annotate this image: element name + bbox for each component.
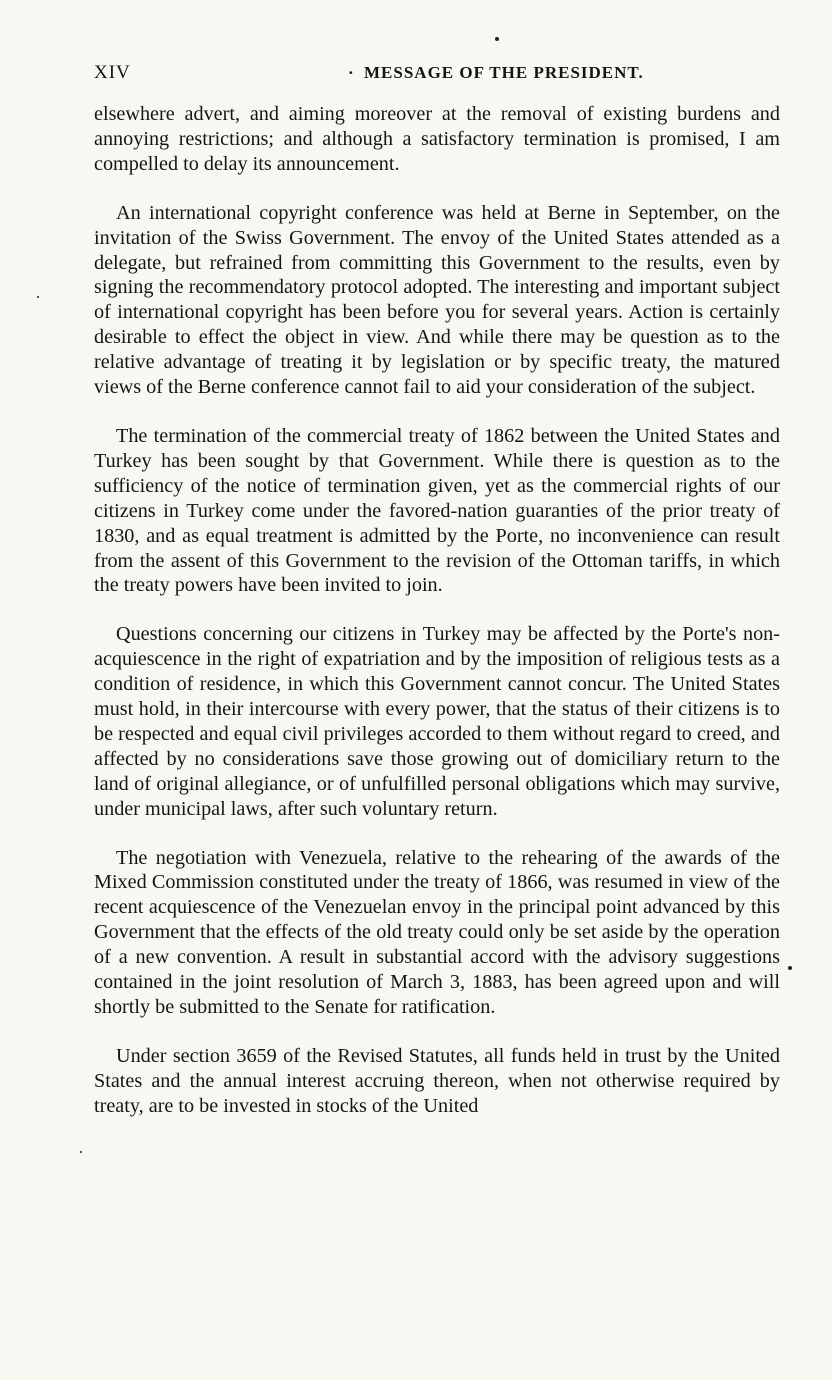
paragraph-venezuela-negotiation: The negotiation with Venezuela, relative to the rehearing of the awards of the Mixed Commission constituted under the treaty of 1866, was resumed in view of the recent acquiescence of the Venezuelan envoy in the principal point advanced by this Government that the effects of the old treaty could only be set aside by the operation of a new convention. A result in substantial accord with the advisory suggestions contained in the joint resolution of March 3, 1883, has been agreed upon and will shortly be submitted to the Senate for ratification. [94,846,780,1018]
page-header [94,62,780,88]
paragraph-trust-funds: Under section 3659 of the Revised Statutes, all funds held in trust by the United States and the annual interest accruing thereon, when not otherwise required by treaty, are to be invested in stocks of the United [94,1044,780,1117]
paragraph-turkey-treaty: The termination of the commercial treaty of 1862 between the United States and Turkey has been sought by that Government. While there is question as to the sufficiency of the notice of termination given, yet as the commercial rights of our citizens in Turkey come under the favored-nation guaranties of the prior treaty of 1830, and as equal treatment is admitted by the Porte, no inconvenience can result from the assent of this Government to the revision of the Ottoman tariffs, in which the treaty powers have been invited to join. [94,424,780,597]
print-speck [788,966,792,970]
body-text [94,102,780,1119]
print-speck [37,296,39,298]
paragraph-copyright-conference: An international copyright conference was held at Berne in September, on the invitation of the Swiss Government. The envoy of the United States attended as a delegate, but refrained from committing this Government to the results, even by signing the recommendatory protocol adopted. The interesting and important subject of international copyright has been before you for several years. Action is certainly desirable to effect the object in view. And while there may be question as to the relative advantage of treating it by legislation or by specific treaty, the matured views of the Berne conference cannot fail to aid your consideration of the subject. [94,201,780,399]
print-speck [495,37,499,41]
page-number: XIV [94,62,131,83]
running-title: · MESSAGE OF THE PRESIDENT. [364,63,644,83]
print-speck [80,1151,82,1153]
paragraph-continued: elsewhere advert, and aiming moreover at the removal of existing burdens and annoying restrictions; and although a satisfactory termination is promised, I am compelled to delay its announcement. [94,103,780,175]
paragraph-citizens-in-turkey: Questions concerning our citizens in Turkey may be affected by the Porte's non-acquiescence in the right of expatriation and by the imposition of religious tests as a condition of residence, in which this Government cannot concur. The United States must hold, in their intercourse with every power, that the status of their citizens is to be respected and equal civil privileges accorded to them without regard to creed, and affected by no considerations save those growing out of domiciliary return to the land of original allegiance, or of unfulfilled personal obligations which may survive, under municipal laws, after such voluntary return. [94,623,780,820]
